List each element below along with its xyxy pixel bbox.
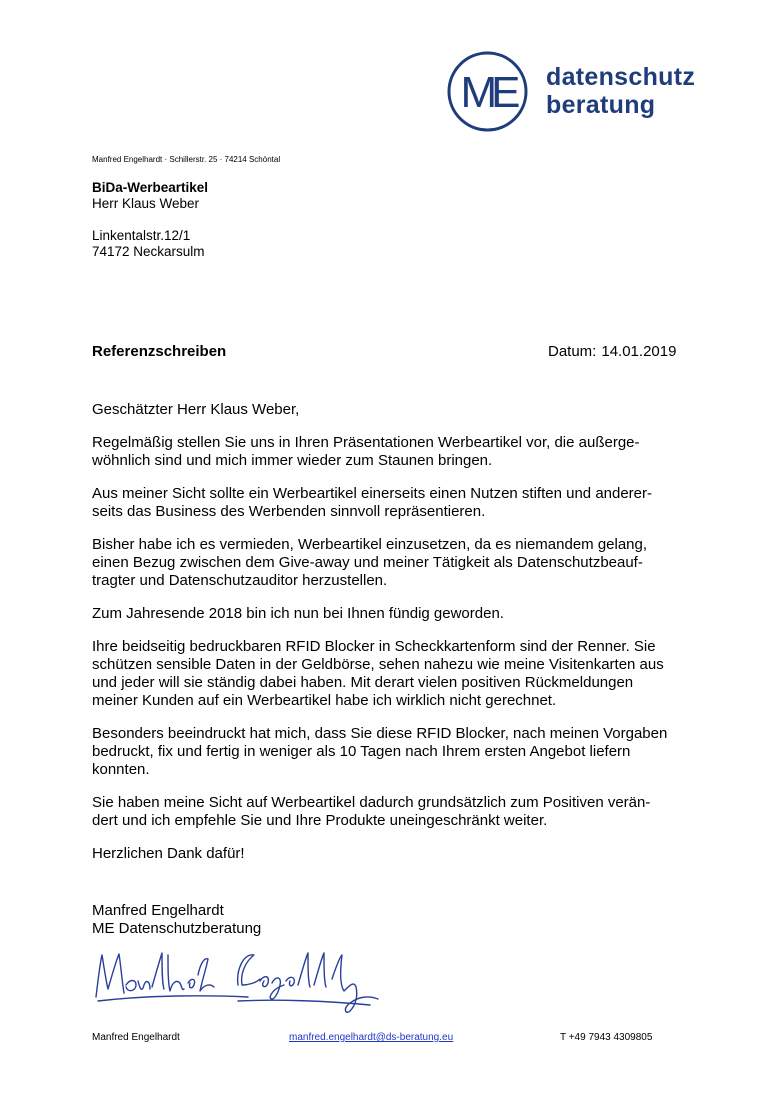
body-paragraph xyxy=(92,536,688,590)
paragraph-line: schützen sensible Daten in der Geldbörse, sehen nahezu wie meine Visitenkarten aus xyxy=(92,656,664,673)
footer-phone: T +49 7943 4309805 xyxy=(560,1032,653,1043)
paragraph-line: Sie haben meine Sicht auf Werbeartikel dadurch grundsätzlich zum Positiven verän- xyxy=(92,794,651,811)
body-paragraph xyxy=(92,794,688,830)
greeting: Geschätzter Herr Klaus Weber, xyxy=(92,401,300,418)
paragraph-line: Ihre beidseitig bedruckbaren RFID Blocker in Scheckkartenform sind der Renner. Sie xyxy=(92,638,656,655)
recipient-name: Herr Klaus Weber xyxy=(92,196,200,211)
recipient-city: 74172 Neckarsulm xyxy=(92,244,205,259)
recipient-address xyxy=(92,180,208,260)
signoff-name: Manfred Engelhardt xyxy=(92,902,224,919)
paragraph-line: wöhnlich sind und mich immer wieder zum Staunen bringen. xyxy=(92,452,493,469)
paragraph-line: tragter und Datenschutzauditor herzustellen. xyxy=(92,572,388,589)
body-paragraph xyxy=(92,845,688,863)
paragraph-line: Besonders beeindruckt hat mich, dass Sie diese RFID Blocker, nach meinen Vorgaben xyxy=(92,725,668,742)
date-value: 14.01.2019 xyxy=(601,343,677,360)
signoff-block xyxy=(92,902,261,938)
body-paragraph xyxy=(92,605,688,623)
logo-wordmark xyxy=(546,63,695,119)
paragraph-line: Zum Jahresende 2018 bin ich nun bei Ihnen fündig geworden. xyxy=(92,605,504,622)
handwritten-signature xyxy=(88,945,388,1020)
recipient-company: BiDa-Werbeartikel xyxy=(92,180,209,195)
paragraph-line: meiner Kunden auf ein Werbeartikel habe ich wirklich nicht gerechnet. xyxy=(92,692,557,709)
paragraph-line: seits das Business des Werbenden sinnvoll repräsentieren. xyxy=(92,503,486,520)
date-label: Datum: xyxy=(548,343,597,360)
signoff-company: ME Datenschutzberatung xyxy=(92,920,262,937)
paragraph-line: bedruckt, fix und fertig in weniger als 10 Tagen nach Ihrem ersten Angebot liefern xyxy=(92,743,631,760)
logo-monogram-text: ME xyxy=(460,68,515,117)
body-paragraph xyxy=(92,638,688,710)
paragraph-line: Herzlichen Dank dafür! xyxy=(92,845,245,862)
paragraph-line: Aus meiner Sicht sollte ein Werbeartikel einerseits einen Nutzen stiften und anderer- xyxy=(92,485,653,502)
body-paragraph xyxy=(92,485,688,521)
footer-name: Manfred Engelhardt xyxy=(92,1032,180,1043)
paragraph-line: einen Bezug zwischen dem Give-away und meiner Tätigkeit als Datenschutzbeauf- xyxy=(92,554,643,571)
logo-line1: datenschutz xyxy=(546,63,696,91)
paragraph-line: und jeder will sie ständig dabei haben. Mit derart vielen positiven Rückmeldungen xyxy=(92,674,634,691)
recipient-street: Linkentalstr.12/1 xyxy=(92,228,191,243)
logo-monogram xyxy=(447,51,528,132)
sender-line: Manfred Engelhardt · Schillerstr. 25 · 74214 Schöntal xyxy=(92,155,281,164)
paragraph-line: dert und ich empfehle Sie und Ihre Produkte uneingeschränkt weiter. xyxy=(92,812,548,829)
letter-date xyxy=(548,343,676,360)
logo-line2: beratung xyxy=(546,91,656,119)
footer-email-link[interactable]: manfred.engelhardt@ds-beratung.eu xyxy=(289,1032,454,1043)
paragraph-line: konnten. xyxy=(92,761,150,778)
paragraph-line: Regelmäßig stellen Sie uns in Ihren Präsentationen Werbeartikel vor, die außerge- xyxy=(92,434,640,451)
body-paragraph xyxy=(92,434,688,470)
paragraph-line: Bisher habe ich es vermieden, Werbeartikel einzusetzen, da es niemandem gelang, xyxy=(92,536,648,553)
letter-body xyxy=(92,401,688,878)
body-paragraph xyxy=(92,725,688,779)
subject-line: Referenzschreiben xyxy=(92,343,227,360)
